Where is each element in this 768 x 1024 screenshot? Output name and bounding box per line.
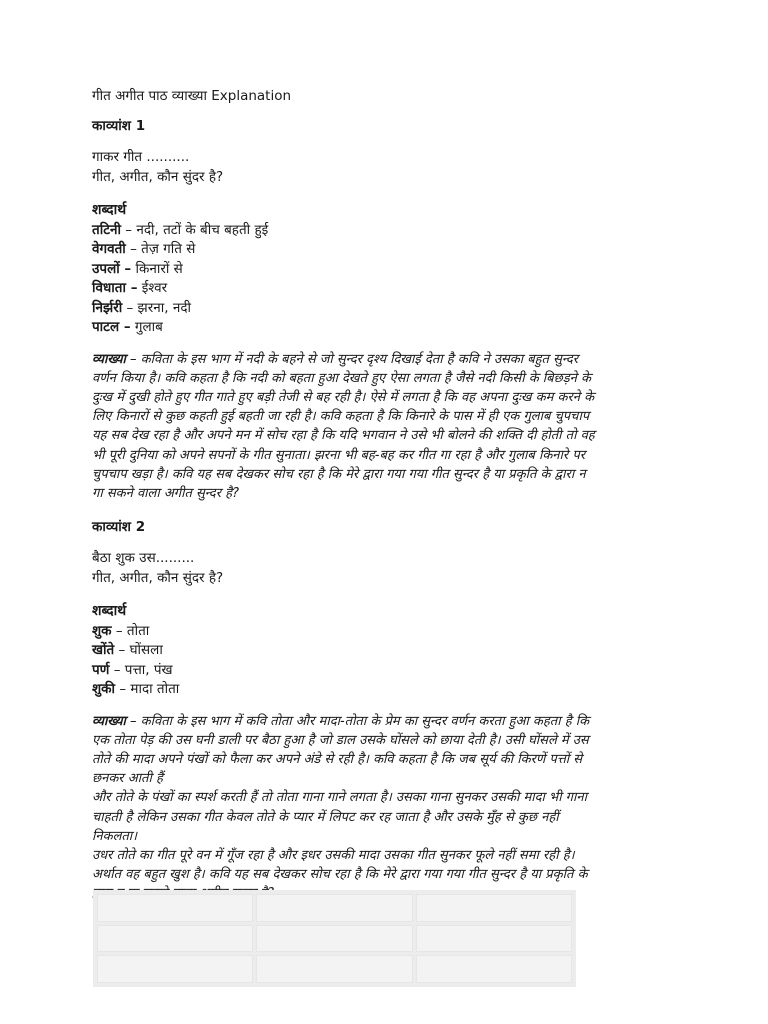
table-cell xyxy=(256,894,412,922)
explanation-paragraph xyxy=(92,712,672,904)
glossary-term: तटिनी xyxy=(92,221,121,238)
glossary-item xyxy=(92,221,672,241)
glossary-term: खोंते xyxy=(92,642,115,659)
explanation-line: और तोते के पंखों का स्पर्श करती हैं तो तोता गाना गाने लगता है। उसका गाना सुनकर उसकी मादा भी गाना xyxy=(92,790,587,806)
explanation-text: – कविता के इस भाग में नदी के बहने से जो सुन्दर दृश्य दिखाई देता है कवि ने उसका बहुत सुन्दर xyxy=(125,351,579,367)
explanation-line: चुपचाप खड़ा है। कवि यह सब देखकर सोच रहा है कि मेरे द्वारा गया गया गीत सुन्दर है या प्रकृति के द्वारा न xyxy=(92,466,586,482)
verse-excerpt xyxy=(92,548,672,588)
glossary-term: विधाता – xyxy=(92,280,138,296)
table-cell xyxy=(97,925,253,953)
glossary-item xyxy=(92,622,672,642)
verse-excerpt xyxy=(92,147,672,187)
document-content xyxy=(92,86,672,918)
explanation-line: तोते की मादा अपने पंखों को फैला कर अपने अंडे से रही है। कवि कहता है कि जब सूर्य की किरणें पत्तों से xyxy=(92,752,583,768)
table-cell xyxy=(256,955,412,983)
explanation-line: दुःख में दुखी होते हुए गीत गाते हुए बड़ी तेजी से बह रही है। ऐसे में लगता है कि वह अपना दुःख कम करने के xyxy=(92,389,595,405)
explanation-line: चाहती है लेकिन उसका गीत केवल तोते के प्यार में लिपट कर रह जाता है और उसके मुँह से कुछ नहीं xyxy=(92,809,559,825)
glossary-term: निर्झरी xyxy=(92,299,123,316)
glossary-meaning: – पत्ता, पंख xyxy=(109,661,173,678)
glossary-term: शुक xyxy=(92,622,112,639)
table-cell xyxy=(97,955,253,983)
explanation-paragraph xyxy=(92,350,672,504)
glossary-meaning: – तेज़ गति से xyxy=(125,241,196,257)
section-heading: काव्यांश 1 xyxy=(92,118,146,134)
verse-line: गीत, अगीत, कौन सुंदर है? xyxy=(92,570,224,587)
glossary-meaning: किनारों से xyxy=(131,260,183,277)
explanation-line xyxy=(92,350,672,369)
verse-line: गाकर गीत .......... xyxy=(92,149,190,165)
glossary-item xyxy=(92,318,672,338)
explanation-line: छनकर आती हैं xyxy=(92,771,163,787)
table-cell xyxy=(416,894,572,922)
glossary-item xyxy=(92,661,672,681)
table-cell xyxy=(416,955,572,983)
glossary-meaning: ईश्वर xyxy=(137,280,168,296)
glossary-meaning: – नदी, तटों के बीच बहती हुई xyxy=(121,221,269,238)
glossary-item xyxy=(92,680,672,700)
explanation-label: व्याख्या xyxy=(92,351,126,367)
glossary-term: वेगवती xyxy=(92,241,126,257)
glossary-meaning: – मादा तोता xyxy=(115,681,180,698)
explanation-line: निकलता। xyxy=(92,828,138,844)
verse-line: गीत, अगीत, कौन सुंदर है? xyxy=(92,169,224,185)
glossary-item xyxy=(92,260,672,280)
explanation-line: यह सब देख रहा है और अपने मन में सोच रहा है कि यदि भगवान ने उसे भी बोलने की शक्ति दी होती तो वह xyxy=(92,428,595,444)
table-cell xyxy=(256,925,412,953)
glossary-meaning: – तोता xyxy=(111,622,150,639)
explanation-line: अर्थात वह बहुत खुश है। कवि यह सब देखकर सोच रहा है कि मेरे द्वारा गया गया गीत सुन्दर है या प्रकृति के xyxy=(92,867,588,883)
glossary-item xyxy=(92,279,672,299)
glossary-term: उपलों – xyxy=(92,260,132,277)
explanation-text: – कविता के इस भाग में कवि तोता और मादा-तोता के प्रेम का सुन्दर वर्णन करता हुआ कहता है कि xyxy=(125,713,590,729)
glossary-item xyxy=(92,240,672,260)
document-title: गीत अगीत पाठ व्याख्या Explanation xyxy=(92,88,292,104)
verse-line: बैठा शुक उस......... xyxy=(92,550,195,567)
glossary-item xyxy=(92,641,672,661)
glossary-meaning: – झरना, नदी xyxy=(122,299,192,316)
glossary-meaning: – घोंसला xyxy=(114,642,163,659)
explanation-line: भी पूरी दुनिया को अपने सपनों के गीत सुनाता। झरना भी बह-बह कर गीत गा रहा है और गुलाब किनारे पर xyxy=(92,447,586,463)
glossary-heading: शब्दार्थ xyxy=(92,202,127,218)
glossary-item xyxy=(92,299,672,319)
glossary-meaning: गुलाब xyxy=(130,319,163,335)
explanation-line xyxy=(92,712,672,731)
explanation-line: गा सकने वाला अगीत सुन्दर है? xyxy=(92,485,239,501)
empty-table-placeholder xyxy=(93,890,576,987)
explanation-line: एक तोता पेड़ की उस घनी डाली पर बैठा हुआ है जो डाल उसके घोंसले को छाया देती है। उसी घोंसले में उस xyxy=(92,732,589,748)
explanation-line: वर्णन किया है। कवि कहता है कि नदी को बहता हुआ देखते हुए ऐसा लगता है जैसे नदी किसी के बिछड़ने के xyxy=(92,370,591,386)
glossary xyxy=(92,201,672,338)
table-cell xyxy=(97,894,253,922)
glossary-term: पर्ण xyxy=(92,661,110,678)
glossary-heading: शब्दार्थ xyxy=(92,603,127,620)
glossary-term: शुकी xyxy=(92,681,116,698)
section-heading: काव्यांश 2 xyxy=(92,519,146,536)
table-cell xyxy=(416,925,572,953)
explanation-line: लिए किनारों से कुछ कहती हुई बहती जा रही है। कवि कहता है कि किनारे के पास में ही एक गुलाब चुपचाप xyxy=(92,409,590,425)
glossary xyxy=(92,602,672,700)
explanation-label: व्याख्या xyxy=(92,713,126,729)
explanation-line: उधर तोते का गीत पूरे वन में गूँज रहा है और इधर उसकी मादा उसका गीत सुनकर फूले नहीं समा रही है। xyxy=(92,848,575,864)
glossary-term: पाटल – xyxy=(92,319,131,335)
